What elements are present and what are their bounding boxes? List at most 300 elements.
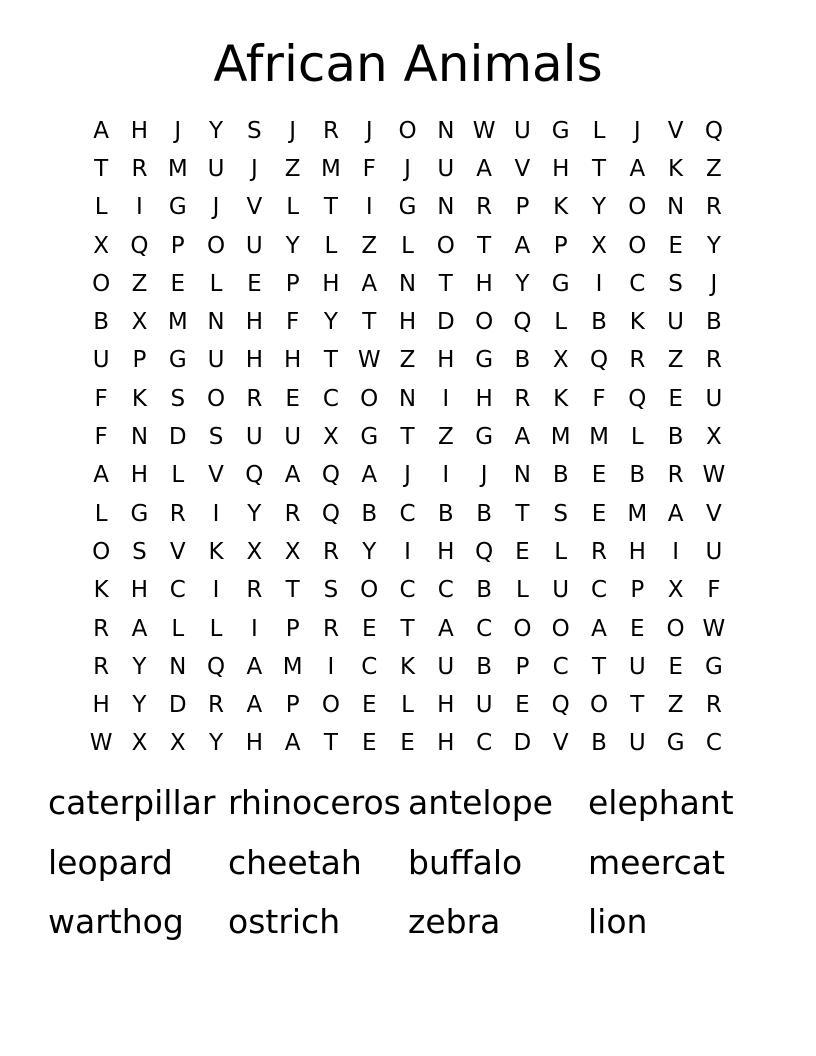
grid-letter[interactable]: W <box>89 730 113 757</box>
grid-letter[interactable]: H <box>437 730 455 757</box>
grid-letter[interactable]: C <box>590 577 608 604</box>
grid-letter[interactable]: X <box>246 538 263 565</box>
grid-letter[interactable]: R <box>705 347 722 374</box>
grid-letter[interactable]: V <box>246 194 263 221</box>
grid-letter[interactable]: B <box>629 462 646 489</box>
grid-letter[interactable]: O <box>513 615 532 642</box>
grid-letter[interactable]: H <box>130 117 149 144</box>
grid-letter[interactable]: O <box>321 692 340 719</box>
grid-letter[interactable]: Q <box>551 692 570 719</box>
grid-letter[interactable]: U <box>667 309 685 336</box>
grid-letter[interactable]: M <box>550 424 571 451</box>
grid-letter[interactable]: M <box>627 500 648 527</box>
grid-letter[interactable]: L <box>209 270 223 297</box>
grid-letter[interactable]: E <box>361 615 377 642</box>
grid-letter[interactable]: R <box>284 500 301 527</box>
grid-letter[interactable]: H <box>92 692 110 719</box>
grid-letter[interactable]: D <box>513 730 532 757</box>
grid-letter[interactable]: P <box>630 577 645 604</box>
grid-letter[interactable]: H <box>322 270 340 297</box>
grid-letter[interactable]: B <box>552 462 569 489</box>
grid-letter[interactable]: U <box>552 577 570 604</box>
grid-letter[interactable]: H <box>130 462 149 489</box>
grid-letter[interactable]: M <box>321 155 341 182</box>
grid-letter[interactable]: A <box>93 462 110 489</box>
grid-letter[interactable]: K <box>399 653 416 680</box>
grid-letter[interactable]: Q <box>130 232 149 259</box>
grid-letter[interactable]: T <box>323 194 338 221</box>
grid-letter[interactable]: M <box>167 155 188 182</box>
grid-letter[interactable]: U <box>475 692 493 719</box>
grid-letter[interactable]: E <box>400 730 415 757</box>
grid-letter[interactable]: A <box>591 615 607 642</box>
grid-letter[interactable]: C <box>552 653 569 680</box>
grid-letter[interactable]: E <box>361 692 377 719</box>
grid-letter[interactable]: Y <box>132 653 147 680</box>
grid-letter[interactable]: A <box>131 615 148 642</box>
grid-letter[interactable]: H <box>552 155 570 182</box>
grid-letter[interactable]: I <box>672 538 679 565</box>
grid-letter[interactable]: R <box>591 538 607 565</box>
grid-letter[interactable]: O <box>436 232 455 259</box>
grid-letter[interactable]: J <box>404 462 411 489</box>
grid-letter[interactable]: R <box>705 692 722 719</box>
grid-letter[interactable]: E <box>591 500 607 527</box>
grid-letter[interactable]: D <box>168 424 187 451</box>
grid-letter[interactable]: R <box>705 194 722 221</box>
grid-letter[interactable]: R <box>131 155 148 182</box>
letter-grid <box>82 112 733 763</box>
grid-letter[interactable]: R <box>93 653 110 680</box>
grid-letter[interactable]: R <box>208 692 225 719</box>
grid-letter[interactable]: A <box>246 653 263 680</box>
grid-letter[interactable]: E <box>515 538 530 565</box>
grid-letter[interactable]: L <box>592 117 606 144</box>
grid-letter[interactable]: C <box>705 730 722 757</box>
grid-letter[interactable]: K <box>553 194 569 221</box>
grid-letter[interactable]: N <box>398 270 417 297</box>
grid-letter[interactable]: A <box>93 117 110 144</box>
grid-letter[interactable]: B <box>591 309 607 336</box>
grid-letter[interactable]: O <box>398 117 417 144</box>
grid-letter[interactable]: O <box>92 270 111 297</box>
grid-letter[interactable]: D <box>168 692 187 719</box>
grid-letter[interactable]: G <box>551 117 570 144</box>
grid-letter[interactable]: I <box>442 462 450 489</box>
grid-letter[interactable]: U <box>705 538 723 565</box>
grid-letter[interactable]: G <box>168 347 187 374</box>
grid-letter[interactable]: P <box>285 270 300 297</box>
grid-letter[interactable]: T <box>323 347 338 374</box>
grid-letter[interactable]: J <box>480 462 488 489</box>
grid-letter[interactable]: H <box>628 538 646 565</box>
grid-letter[interactable]: E <box>247 270 262 297</box>
grid-letter[interactable]: Y <box>362 538 377 565</box>
grid-letter[interactable]: I <box>136 194 143 221</box>
grid-letter[interactable]: L <box>401 232 414 259</box>
grid-letter[interactable]: B <box>667 424 684 451</box>
grid-letter[interactable]: N <box>437 194 455 221</box>
grid-letter[interactable]: L <box>630 424 644 451</box>
grid-letter[interactable]: J <box>174 117 182 144</box>
grid-letter[interactable]: J <box>710 270 718 297</box>
grid-letter[interactable]: L <box>94 500 108 527</box>
grid-letter[interactable]: Z <box>437 424 454 451</box>
grid-letter[interactable]: C <box>629 270 646 297</box>
grid-letter[interactable]: H <box>245 347 263 374</box>
word-list-item: cheetah <box>228 842 362 882</box>
grid-letter[interactable]: Y <box>706 232 721 259</box>
grid-letter[interactable]: B <box>514 347 531 374</box>
grid-letter[interactable]: O <box>628 232 647 259</box>
grid-letter[interactable]: Q <box>513 309 532 336</box>
grid-letter[interactable]: W <box>702 462 726 489</box>
grid-letter[interactable]: R <box>93 615 110 642</box>
grid-letter[interactable]: O <box>628 194 647 221</box>
grid-letter[interactable]: Z <box>131 270 148 297</box>
grid-letter[interactable]: Z <box>284 155 301 182</box>
grid-letter[interactable]: P <box>285 692 300 719</box>
grid-letter[interactable]: K <box>131 385 147 412</box>
grid-letter[interactable]: L <box>171 615 185 642</box>
grid-letter[interactable]: X <box>552 347 569 374</box>
grid-letter[interactable]: L <box>286 194 300 221</box>
grid-letter[interactable]: B <box>93 309 110 336</box>
grid-letter[interactable]: A <box>361 462 378 489</box>
grid-letter[interactable]: E <box>630 615 645 642</box>
grid-letter[interactable]: H <box>475 385 493 412</box>
grid-letter[interactable]: U <box>628 653 646 680</box>
grid-letter[interactable]: R <box>322 538 339 565</box>
grid-letter[interactable]: T <box>323 730 338 757</box>
grid-letter[interactable]: L <box>324 232 338 259</box>
grid-letter[interactable]: L <box>516 577 529 604</box>
grid-letter[interactable]: M <box>589 424 609 451</box>
grid-letter[interactable]: Z <box>361 232 378 259</box>
grid-letter[interactable]: H <box>475 270 493 297</box>
grid-letter[interactable]: T <box>400 424 415 451</box>
grid-letter[interactable]: I <box>365 194 373 221</box>
grid-letter[interactable]: O <box>360 385 379 412</box>
grid-letter[interactable]: B <box>591 730 607 757</box>
grid-letter[interactable]: Y <box>323 309 338 336</box>
grid-letter[interactable]: P <box>515 194 530 221</box>
grid-letter[interactable]: E <box>361 730 377 757</box>
grid-letter[interactable]: X <box>667 577 684 604</box>
word-list-item: lion <box>588 902 648 941</box>
grid-letter[interactable]: T <box>591 155 607 182</box>
grid-letter[interactable]: O <box>206 232 226 259</box>
grid-letter[interactable]: R <box>629 347 646 374</box>
grid-letter[interactable]: Q <box>206 653 226 680</box>
grid-letter[interactable]: G <box>475 347 494 374</box>
grid-letter[interactable]: G <box>398 194 417 221</box>
grid-letter[interactable]: H <box>437 347 455 374</box>
grid-letter[interactable]: O <box>92 538 111 565</box>
grid-letter[interactable]: Q <box>321 462 340 489</box>
grid-letter[interactable]: D <box>436 309 455 336</box>
grid-letter[interactable]: U <box>513 117 531 144</box>
grid-letter[interactable]: N <box>437 117 455 144</box>
grid-letter[interactable]: L <box>171 462 185 489</box>
grid-letter[interactable]: L <box>401 692 414 719</box>
grid-letter[interactable]: U <box>437 155 455 182</box>
grid-letter[interactable]: L <box>554 309 568 336</box>
grid-letter[interactable]: U <box>705 385 723 412</box>
grid-letter[interactable]: G <box>666 730 685 757</box>
grid-letter[interactable]: S <box>323 577 339 604</box>
grid-letter[interactable]: A <box>514 424 531 451</box>
word-list-item: warthog <box>48 902 184 941</box>
grid-letter[interactable]: T <box>285 577 300 604</box>
grid-letter[interactable]: I <box>442 385 450 412</box>
grid-letter[interactable]: Y <box>515 270 530 297</box>
grid-letter[interactable]: R <box>476 194 493 221</box>
grid-letter[interactable]: R <box>322 615 339 642</box>
grid-letter[interactable]: Q <box>628 385 647 412</box>
grid-letter[interactable]: X <box>284 538 301 565</box>
grid-letter[interactable]: B <box>706 309 722 336</box>
grid-letter[interactable]: S <box>208 424 224 451</box>
grid-letter[interactable]: A <box>284 462 301 489</box>
grid-letter[interactable]: J <box>633 117 641 144</box>
grid-letter[interactable]: P <box>553 232 568 259</box>
grid-letter[interactable]: A <box>284 730 301 757</box>
grid-letter[interactable]: K <box>629 309 645 336</box>
grid-letter[interactable]: C <box>399 500 416 527</box>
grid-letter[interactable]: V <box>514 155 531 182</box>
grid-letter[interactable]: W <box>472 117 496 144</box>
grid-letter[interactable]: S <box>553 500 569 527</box>
grid-letter[interactable]: I <box>595 270 603 297</box>
grid-letter[interactable]: L <box>94 194 108 221</box>
word-list-item: zebra <box>408 902 501 941</box>
word-list-item: meercat <box>588 842 725 882</box>
grid-letter[interactable]: V <box>706 500 722 527</box>
grid-letter[interactable]: A <box>667 500 684 527</box>
grid-letter[interactable]: K <box>93 577 109 604</box>
grid-letter[interactable]: N <box>207 309 225 336</box>
grid-letter[interactable]: J <box>250 155 258 182</box>
grid-letter[interactable]: N <box>169 653 187 680</box>
grid-letter[interactable]: G <box>475 424 494 451</box>
grid-letter[interactable]: U <box>245 424 263 451</box>
grid-letter[interactable]: R <box>246 385 263 412</box>
grid-letter[interactable]: L <box>209 615 223 642</box>
grid-letter[interactable]: O <box>360 577 379 604</box>
grid-letter[interactable]: C <box>169 577 186 604</box>
grid-letter[interactable]: G <box>551 270 570 297</box>
grid-letter[interactable]: X <box>93 232 110 259</box>
grid-letter[interactable]: J <box>289 117 297 144</box>
grid-letter[interactable]: T <box>94 155 109 182</box>
word-list-item: buffalo <box>408 842 523 882</box>
grid-letter[interactable]: A <box>361 270 378 297</box>
grid-letter[interactable]: P <box>170 232 185 259</box>
grid-letter[interactable]: N <box>130 424 149 451</box>
grid-letter[interactable]: G <box>360 424 379 451</box>
word-list-item: leopard <box>48 842 173 882</box>
grid-letter[interactable]: J <box>365 117 373 144</box>
grid-letter[interactable]: R <box>169 500 186 527</box>
grid-letter[interactable]: V <box>169 538 186 565</box>
grid-letter[interactable]: F <box>707 577 721 604</box>
grid-letter[interactable]: R <box>514 385 531 412</box>
grid-letter[interactable]: Q <box>475 538 494 565</box>
grid-letter[interactable]: O <box>589 692 609 719</box>
grid-letter[interactable]: W <box>357 347 381 374</box>
grid-letter[interactable]: O <box>666 615 685 642</box>
grid-letter[interactable]: B <box>476 500 492 527</box>
grid-letter[interactable]: E <box>668 385 683 412</box>
grid-letter[interactable]: T <box>630 692 645 719</box>
grid-letter[interactable]: T <box>477 232 492 259</box>
grid-letter[interactable]: N <box>398 385 417 412</box>
grid-letter[interactable]: S <box>170 385 186 412</box>
grid-letter[interactable]: S <box>132 538 147 565</box>
grid-letter[interactable]: L <box>554 538 568 565</box>
grid-letter[interactable]: R <box>667 462 684 489</box>
grid-letter[interactable]: F <box>362 155 376 182</box>
grid-letter[interactable]: M <box>167 309 188 336</box>
grid-letter[interactable]: Y <box>247 500 262 527</box>
grid-letter[interactable]: K <box>668 155 684 182</box>
grid-letter[interactable]: K <box>208 538 224 565</box>
grid-letter[interactable]: B <box>437 500 454 527</box>
word-list-item: caterpillar <box>48 783 216 822</box>
grid-letter[interactable]: Z <box>399 347 416 374</box>
grid-letter[interactable]: E <box>668 653 683 680</box>
grid-letter[interactable]: Q <box>589 347 609 374</box>
grid-letter[interactable]: X <box>591 232 607 259</box>
grid-letter[interactable]: I <box>404 538 411 565</box>
grid-letter[interactable]: C <box>399 577 416 604</box>
grid-letter[interactable]: Q <box>245 462 264 489</box>
grid-letter[interactable]: E <box>170 270 186 297</box>
grid-letter[interactable]: P <box>285 615 300 642</box>
grid-letter[interactable]: E <box>285 385 300 412</box>
grid-letter[interactable]: E <box>515 692 530 719</box>
grid-letter[interactable]: Y <box>591 194 607 221</box>
grid-letter[interactable]: H <box>245 309 263 336</box>
grid-letter[interactable]: Y <box>132 692 147 719</box>
grid-letter[interactable]: U <box>245 232 263 259</box>
grid-letter[interactable]: O <box>551 615 570 642</box>
grid-letter[interactable]: Z <box>667 347 684 374</box>
grid-letter[interactable]: Z <box>667 692 684 719</box>
grid-letter[interactable]: F <box>94 424 108 451</box>
grid-letter[interactable]: U <box>628 730 646 757</box>
grid-letter[interactable]: Y <box>285 232 300 259</box>
grid-letter[interactable]: O <box>206 385 226 412</box>
grid-letter[interactable]: J <box>404 155 411 182</box>
grid-letter[interactable]: G <box>168 194 187 221</box>
grid-letter[interactable]: U <box>284 424 302 451</box>
grid-letter[interactable]: A <box>629 155 646 182</box>
grid-letter[interactable]: H <box>130 577 149 604</box>
grid-letter[interactable]: B <box>476 577 492 604</box>
grid-letter[interactable]: A <box>246 692 263 719</box>
grid-letter[interactable]: Z <box>706 155 722 182</box>
grid-letter[interactable]: W <box>702 615 726 642</box>
grid-letter[interactable]: F <box>592 385 606 412</box>
grid-letter[interactable]: H <box>245 730 263 757</box>
grid-letter[interactable]: V <box>208 462 224 489</box>
grid-letter[interactable]: R <box>322 117 339 144</box>
grid-letter[interactable]: T <box>400 615 415 642</box>
grid-letter[interactable]: P <box>132 347 147 374</box>
grid-letter[interactable]: I <box>212 500 220 527</box>
grid-letter[interactable]: E <box>668 232 683 259</box>
grid-letter[interactable]: X <box>131 309 148 336</box>
grid-letter[interactable]: T <box>362 309 377 336</box>
grid-letter[interactable]: T <box>515 500 530 527</box>
grid-letter[interactable]: U <box>437 653 455 680</box>
grid-letter[interactable]: X <box>323 424 339 451</box>
grid-letter[interactable]: C <box>361 653 378 680</box>
grid-letter[interactable]: C <box>476 730 493 757</box>
grid-letter[interactable]: T <box>438 270 453 297</box>
grid-letter[interactable]: N <box>666 194 685 221</box>
grid-letter[interactable]: I <box>212 577 220 604</box>
grid-letter[interactable]: Q <box>321 500 340 527</box>
grid-letter[interactable]: S <box>668 270 683 297</box>
word-list-item: elephant <box>588 783 734 822</box>
grid-letter[interactable]: P <box>515 653 530 680</box>
grid-letter[interactable]: X <box>131 730 148 757</box>
grid-letter[interactable]: V <box>552 730 569 757</box>
grid-letter[interactable]: E <box>591 462 607 489</box>
grid-letter[interactable]: C <box>322 385 339 412</box>
grid-letter[interactable]: T <box>591 653 607 680</box>
word-list-item: ostrich <box>228 902 341 941</box>
grid-letter[interactable]: A <box>514 232 531 259</box>
grid-letter[interactable]: A <box>437 615 454 642</box>
grid-letter[interactable]: Q <box>704 117 723 144</box>
grid-letter[interactable]: R <box>246 577 263 604</box>
grid-letter[interactable]: I <box>250 615 258 642</box>
grid-letter[interactable]: H <box>437 538 455 565</box>
grid-letter[interactable]: U <box>207 347 225 374</box>
grid-letter[interactable]: B <box>361 500 378 527</box>
grid-letter[interactable]: G <box>704 653 723 680</box>
grid-letter[interactable]: U <box>207 155 225 182</box>
grid-letter[interactable]: X <box>706 424 722 451</box>
grid-letter[interactable]: H <box>437 692 455 719</box>
grid-letter[interactable]: J <box>212 194 220 221</box>
grid-letter[interactable]: K <box>553 385 569 412</box>
grid-letter[interactable]: H <box>283 347 302 374</box>
grid-letter[interactable]: O <box>475 309 494 336</box>
grid-letter[interactable]: A <box>476 155 492 182</box>
grid-letter[interactable]: Y <box>209 730 224 757</box>
grid-letter[interactable]: C <box>437 577 454 604</box>
grid-letter[interactable]: B <box>476 653 492 680</box>
grid-letter[interactable]: G <box>130 500 149 527</box>
grid-letter[interactable]: S <box>247 117 262 144</box>
grid-letter[interactable]: F <box>286 309 300 336</box>
grid-letter[interactable]: X <box>169 730 186 757</box>
grid-letter[interactable]: U <box>92 347 110 374</box>
grid-letter[interactable]: Y <box>209 117 224 144</box>
grid-letter[interactable]: H <box>398 309 417 336</box>
grid-letter[interactable]: C <box>476 615 493 642</box>
grid-letter[interactable]: V <box>667 117 684 144</box>
grid-letter[interactable]: M <box>282 653 303 680</box>
grid-letter[interactable]: F <box>94 385 108 412</box>
grid-letter[interactable]: I <box>327 653 335 680</box>
grid-letter[interactable]: N <box>513 462 532 489</box>
